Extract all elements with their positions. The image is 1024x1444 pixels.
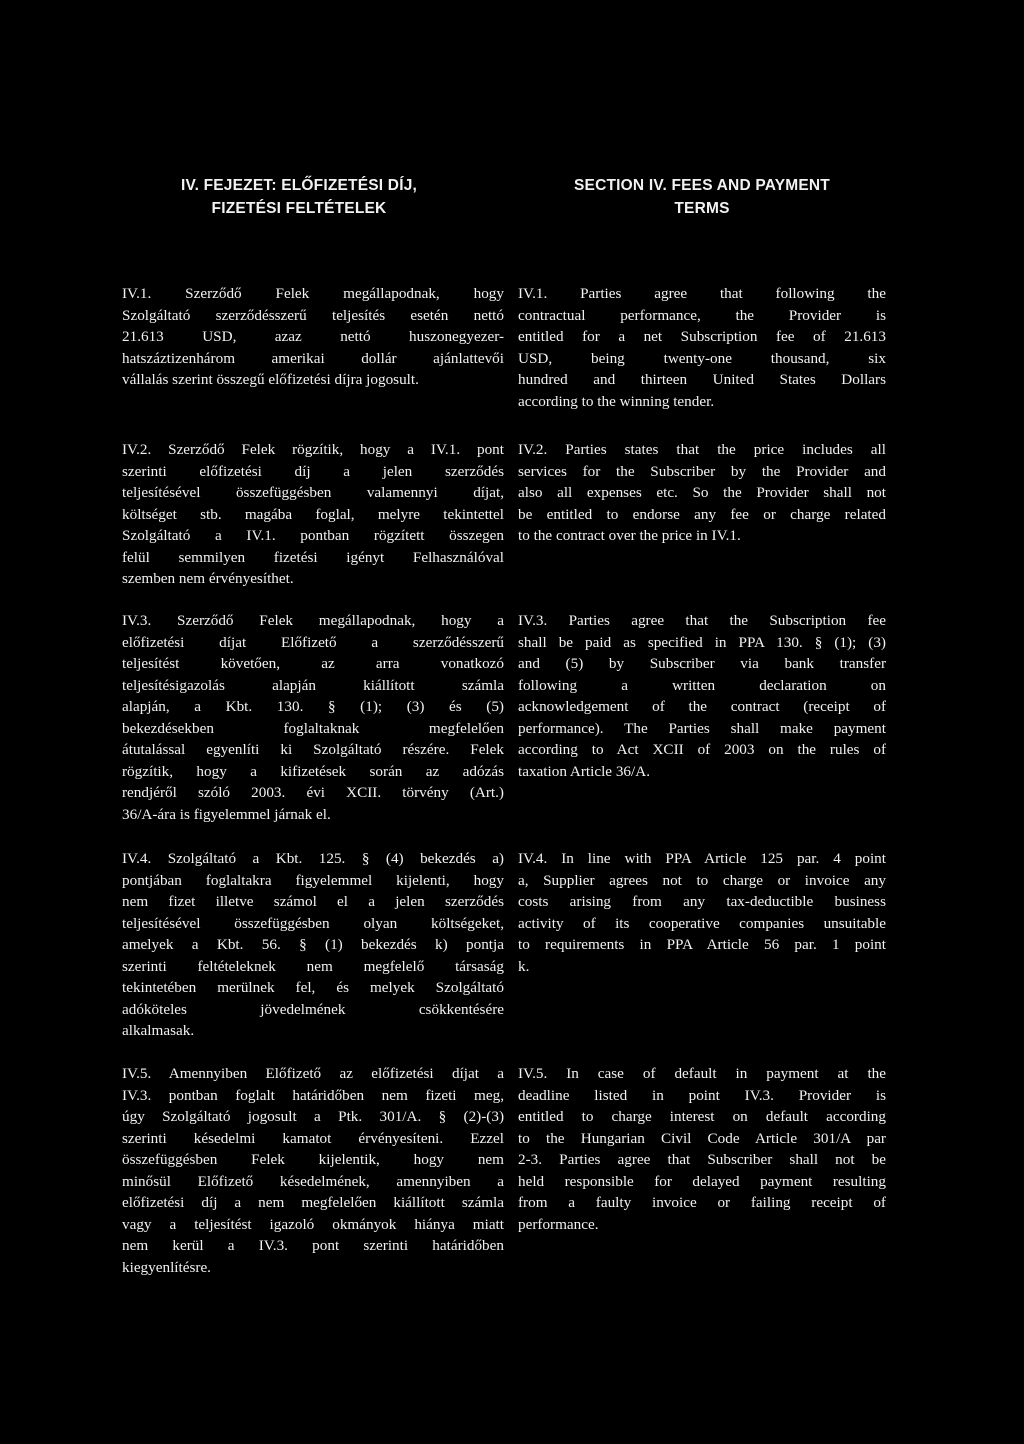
paragraph-line: kiegyenlítésre. (122, 1258, 211, 1276)
paragraph-line: IV.5. Amennyiben Előfizető az előfizetési díjat a (122, 1065, 504, 1082)
paragraph-line: shall be paid as specified in PPA 130. § (1); (3) (518, 633, 886, 651)
paragraph-line: to requirements in PPA Article 56 par. 1 point (518, 936, 886, 953)
paragraph-line: IV.1. Parties agree that following the (518, 285, 886, 302)
paragraph-line: amelyek a Kbt. 56. § (1) bekezdés k) pontja (122, 936, 504, 953)
paragraph-line: performance. (518, 1215, 599, 1233)
paragraph-line: IV.3. Parties agree that the Subscription fee (518, 612, 886, 629)
paragraph-line: alapján, a Kbt. 130. § (1); (3) és (5) (122, 698, 504, 715)
heading-line: IV. FEJEZET: ELŐFIZETÉSI DÍJ, (180, 177, 418, 194)
paragraph-line: 2-3. Parties agree that Subscriber shall not be (518, 1151, 886, 1168)
paragraph-line: nem fizet illetve számol el a jelen szerződés (122, 893, 504, 910)
paragraph-line: rendjéről szóló 2003. évi XCII. törvény (Art.) (122, 784, 504, 801)
paragraph-line: alkalmasak. (122, 1022, 195, 1039)
paragraph-line: szerinti előfizetési díj a jelen szerződés (122, 462, 504, 480)
paragraph-line: according to Act XCII of 2003 on the rules of (518, 741, 886, 758)
paragraph-line: IV.2. Parties states that the price includes all (518, 441, 886, 458)
clause-paragraph-hu-iv-1 (122, 283, 504, 391)
paragraph-line: following a written declaration on (518, 676, 886, 694)
paragraph-line: deadline listed in point IV.3. Provider is (518, 1086, 886, 1104)
paragraph-line: adóköteles jövedelmének csökkentésére (122, 1000, 504, 1018)
section-heading-hungarian (109, 174, 489, 220)
clause-paragraph-en-iv-4 (518, 848, 886, 977)
paragraph-line: rögzítik, hogy a kifizetések során az adózás (122, 762, 504, 780)
paragraph-line: szerinti feltételeknek nem megfelelő társaság (122, 957, 504, 975)
heading-line: FIZETÉSI FELTÉTELEK (211, 200, 387, 217)
paragraph-line: IV.4. In line with PPA Article 125 par. 4 point (518, 850, 886, 867)
paragraph-line: pontjában foglaltakra figyelemmel kijelenti, hogy (122, 871, 504, 889)
paragraph-line: acknowledgement of the contract (receipt of (518, 698, 886, 715)
paragraph-line: entitled to charge interest on default according (518, 1108, 886, 1125)
paragraph-line: átutalással egyenlíti ki Szolgáltató részére. Felek (122, 741, 504, 758)
paragraph-line: entitled for a net Subscription fee of 21.613 (518, 328, 886, 345)
paragraph-line: vagy a teljesítést igazoló okmányok hiánya miatt (122, 1215, 504, 1233)
paragraph-line: hatszáztizenhárom amerikai dollár ajánlattevői (122, 349, 504, 367)
paragraph-line: IV.1. Szerződő Felek megállapodnak, hogy (122, 285, 504, 302)
paragraph-line: k. (518, 957, 530, 975)
paragraph-line: USD, being twenty-one thousand, six (518, 349, 886, 367)
paragraph-line: minősül Előfizető késedelmének, amennyiben a (122, 1172, 504, 1190)
clause-paragraph-hu-iv-2 (122, 439, 504, 590)
paragraph-line: costs arising from any tax-deductible business (518, 893, 886, 910)
paragraph-line: úgy Szolgáltató jogosult a Ptk. 301/A. § (2)-(3) (122, 1108, 504, 1125)
paragraph-line: according to the winning tender. (518, 392, 715, 410)
heading-line: TERMS (674, 200, 730, 217)
paragraph-line: Szolgáltató szerződésszerű teljesítés esetén nettó (122, 306, 504, 324)
paragraph-line: contractual performance, the Provider is (518, 306, 886, 324)
paragraph-line: be entitled to endorse any fee or charge related (518, 505, 886, 523)
clause-paragraph-en-iv-2 (518, 439, 886, 547)
paragraph-line: összefüggésben Felek kijelentik, hogy nem (122, 1151, 504, 1168)
paragraph-line: előfizetési díjat Előfizető a szerződésszerű (122, 633, 504, 651)
clause-paragraph-en-iv-3 (518, 610, 886, 782)
paragraph-line: teljesítést követően, az arra vonatkozó (122, 655, 504, 672)
paragraph-line: and (5) by Subscriber via bank transfer (518, 655, 886, 672)
paragraph-line: Szolgáltató a IV.1. pontban rögzített összegen (122, 527, 504, 544)
paragraph-line: IV.4. Szolgáltató a Kbt. 125. § (4) bekezdés a) (122, 850, 504, 867)
paragraph-line: szemben nem érvényesíthet. (122, 570, 294, 587)
paragraph-line: IV.2. Szerződő Felek rögzítik, hogy a IV.1. pont (122, 441, 504, 458)
clause-paragraph-hu-iv-5 (122, 1063, 504, 1278)
paragraph-line: felül semmilyen fizetési igényt Felhasználóval (122, 548, 504, 566)
paragraph-line: IV.5. In case of default in payment at the (518, 1065, 886, 1082)
paragraph-line: performance). The Parties shall make payment (518, 719, 886, 737)
paragraph-line: vállalás szerint összegű előfizetési díjra jogosult. (122, 371, 419, 388)
paragraph-line: nem kerül a IV.3. pont szerinti határidőben (122, 1237, 504, 1254)
section-heading-english (512, 174, 892, 220)
paragraph-line: teljesítésével összefüggésben valamennyi díjat, (122, 484, 504, 501)
paragraph-line: IV.3. Szerződő Felek megállapodnak, hogy a (122, 612, 504, 629)
paragraph-line: services for the Subscriber by the Provider and (518, 462, 886, 480)
paragraph-line: also all expenses etc. So the Provider shall not (518, 484, 886, 501)
paragraph-line: szerinti késedelmi kamatot érvényesíteni. Ezzel (122, 1129, 504, 1147)
paragraph-line: to the contract over the price in IV.1. (518, 527, 741, 544)
paragraph-line: held responsible for delayed payment resulting (518, 1172, 886, 1190)
paragraph-line: bekezdésekben foglaltaknak megfelelően (122, 719, 504, 737)
paragraph-line: teljesítésigazolás alapján kiállított számla (122, 676, 504, 694)
paragraph-line: előfizetési díj a nem megfelelően kiállított számla (122, 1194, 504, 1211)
clause-paragraph-en-iv-1 (518, 283, 886, 412)
heading-line: SECTION IV. FEES AND PAYMENT (574, 177, 830, 194)
paragraph-line: from a faulty invoice or failing receipt of (518, 1194, 886, 1211)
paragraph-line: 36/A-ára is figyelemmel járnak el. (122, 805, 331, 823)
clause-paragraph-en-iv-5 (518, 1063, 886, 1235)
paragraph-line: teljesítésével összefüggésben olyan költségeket, (122, 914, 504, 932)
paragraph-line: activity of its cooperative companies unsuitable (518, 914, 886, 932)
paragraph-line: költséget stb. magába foglal, melyre tekintettel (122, 505, 504, 523)
paragraph-line: to the Hungarian Civil Code Article 301/A par (518, 1129, 886, 1147)
paragraph-line: hundred and thirteen United States Dollars (518, 371, 886, 388)
paragraph-line: taxation Article 36/A. (518, 762, 651, 780)
clause-paragraph-hu-iv-3 (122, 610, 504, 825)
paragraph-line: IV.3. pontban foglalt határidőben nem fizeti meg, (122, 1086, 504, 1104)
clause-paragraph-hu-iv-4 (122, 848, 504, 1042)
paragraph-line: 21.613 USD, azaz nettó huszonegyezer- (122, 328, 504, 345)
paragraph-line: a, Supplier agrees not to charge or invoice any (518, 871, 886, 889)
paragraph-line: tekintetében merülnek fel, és melyek Szolgáltató (122, 979, 504, 996)
